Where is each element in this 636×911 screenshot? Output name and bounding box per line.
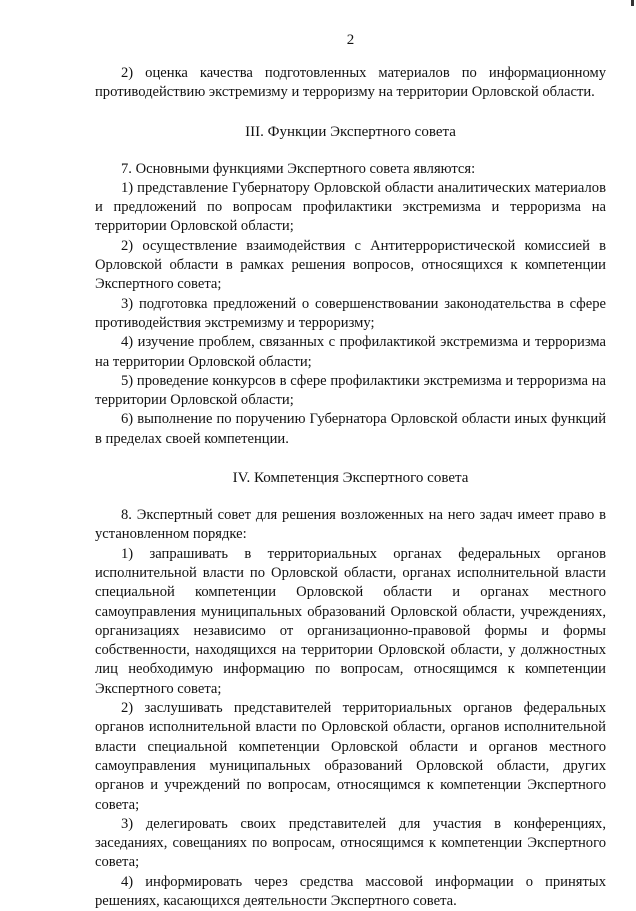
section-heading: III. Функции Экспертного совета — [245, 123, 456, 140]
paragraph: 4) изучение проблем, связанных с профилактикой экстремизма и терроризма на территории Орловской области; — [95, 334, 606, 370]
paragraph: 4) информировать через средства массовой информации о принятых решениях, касающихся деятельности Экспертного совета. — [95, 873, 606, 909]
document-page — [95, 30, 606, 911]
paragraph: 2) заслушивать представителей территориальных органов федеральных органов исполнительной власти по Орловской области, органов исполнительной власти специальной компетенции Орловской области и органов местного самоуправления муниципальных образований Орловской области, других органов и учреждений по вопросам, относящимся к компетенции Экспертного совета; — [95, 700, 606, 813]
paragraph: 3) подготовка предложений о совершенствовании законодательства в сфере противодействия экстремизму и терроризму; — [95, 295, 606, 331]
section-heading: IV. Компетенция Экспертного совета — [232, 470, 469, 487]
paragraph: 6) выполнение по поручению Губернатора Орловской области иных функций в пределах своей компетенции. — [95, 411, 606, 447]
paragraph: 1) запрашивать в территориальных органах федеральных органов исполнительной власти по Орловской области, органах исполнительной власти специальной компетенции Орловской области и органах местного самоуправления муниципальных образований Орловской области, учреждениях, организациях независимо от организационно-правовой формы и формы собственности, находящихся на территории Орловской области, у должностных лиц необходимую информацию по вопросам, относящимся к компетенции Экспертного совета; — [95, 545, 606, 697]
scan-edge-mark — [631, 0, 634, 6]
paragraph: 2) осуществление взаимодействия с Антитеррористической комиссией в Орловской области в рамках решения вопросов, относящихся к компетенции Экспертного совета; — [95, 237, 606, 293]
document-body — [95, 64, 606, 911]
paragraph: 2) оценка качества подготовленных материалов по информационному противодействию экстремизму и терроризму на территории Орловской области. — [95, 65, 606, 101]
paragraph: 7. Основными функциями Экспертного совета являются: — [121, 160, 476, 177]
paragraph: 5) проведение конкурсов в сфере профилактики экстремизма и терроризма на территории Орловской области; — [95, 372, 606, 409]
paragraph: 1) представление Губернатору Орловской области аналитических материалов и предложений по вопросам профилактики экстремизма и терроризма на территории Орловской области; — [95, 179, 606, 235]
paragraph: 8. Экспертный совет для решения возложенных на него задач имеет право в установленном порядке: — [95, 507, 606, 543]
page-number: 2 — [346, 32, 355, 48]
paragraph: 3) делегировать своих представителей для участия в конференциях, заседаниях, совещаниях по вопросам, относящимся к компетенции Экспертного совета; — [95, 815, 606, 871]
